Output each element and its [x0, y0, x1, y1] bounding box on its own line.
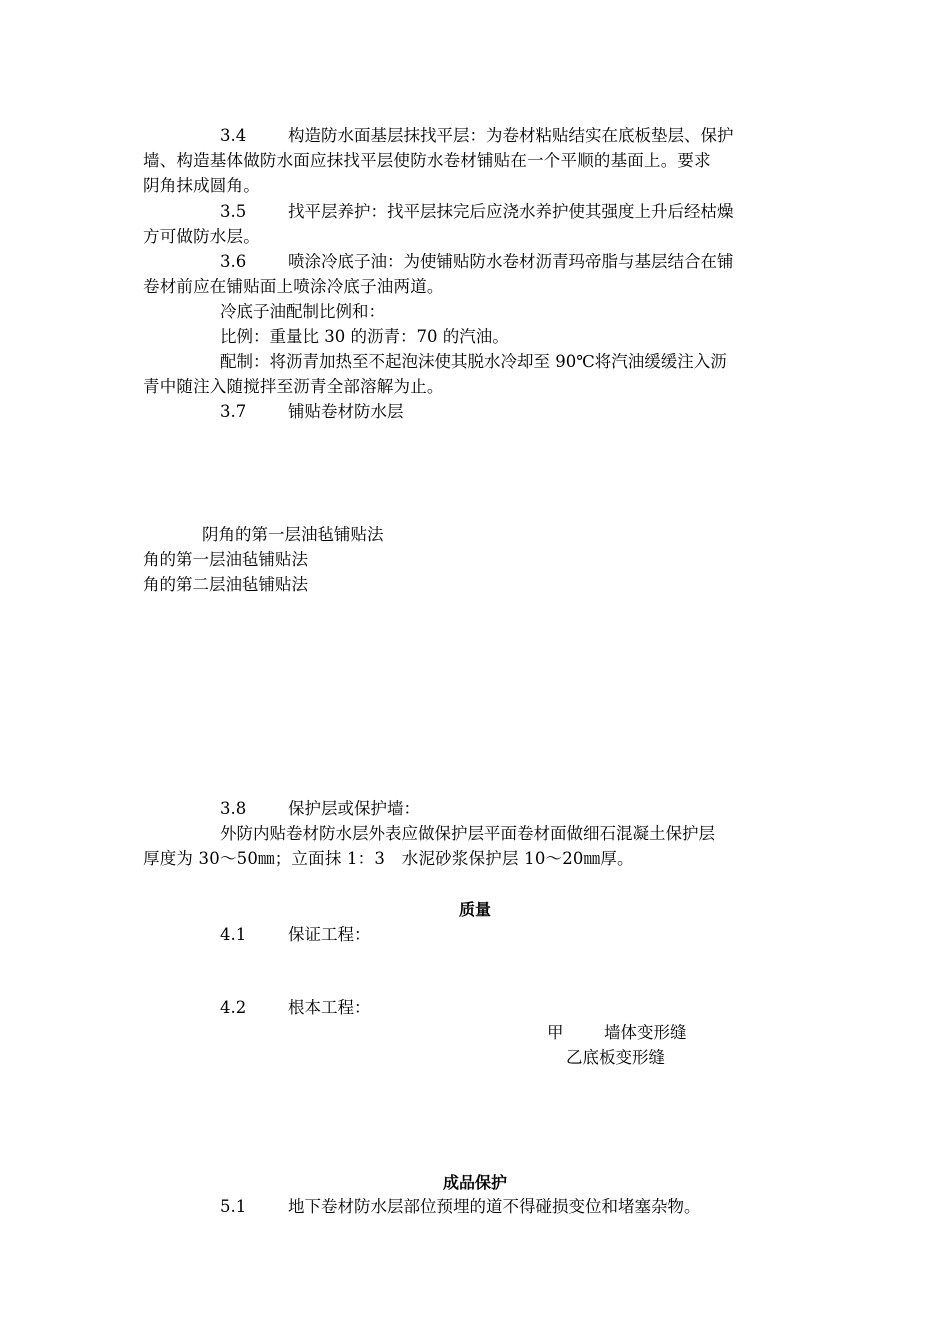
section-3-8-line-1: 外防内贴卷材防水层外表应做保护层平面卷材面做细石混凝土保护层: [220, 824, 715, 843]
label-jia: 甲: [547, 1023, 564, 1042]
figure-caption-2: 角的第一层油毡铺贴法: [143, 550, 308, 569]
section-number: 4.2: [220, 998, 247, 1017]
protection-heading: 成品保护: [442, 1173, 507, 1192]
ratio-line: 比例：重量比 30 的沥青：70 的汽油。: [220, 327, 509, 346]
section-3-4-line-3: 阴角抹成圆角。: [143, 176, 260, 195]
section-4-1: [220, 923, 371, 947]
section-3-8-line-2: 厚度为 30～50㎜；立面抹 1：3 水泥砂浆保护层 10～20㎜厚。: [143, 849, 634, 868]
section-text: 铺贴卷材防水层: [288, 402, 404, 421]
section-number: 3.5: [220, 202, 247, 221]
section-text: 根本工程：: [288, 998, 371, 1017]
section-number: 3.6: [220, 252, 247, 271]
label-wall-joint: 墙体变形缝: [604, 1023, 687, 1042]
section-3-5-line-2: 方可做防水层。: [143, 227, 260, 246]
section-number: 3.4: [220, 126, 247, 145]
figure-caption-1: 阴角的第一层油毡铺贴法: [202, 525, 384, 544]
section-3-8: [220, 797, 420, 821]
section-number: 3.8: [220, 799, 247, 818]
section-number: 5.1: [220, 1197, 247, 1216]
section-text: 保护层或保护墙：: [288, 799, 420, 818]
ratio-intro: 冷底子油配制比例和：: [220, 302, 385, 321]
section-text: 找平层养护：找平层抹完后应浇水养护使其强度上升后经枯燥: [288, 202, 734, 221]
section-3-6-line-2: 卷材前应在铺贴面上喷涂冷底子油两道。: [143, 277, 444, 296]
section-text: 构造防水面基层抹找平层：为卷材粘贴结实在底板垫层、保护: [288, 126, 734, 145]
section-3-4-line-1: [220, 124, 734, 148]
section-3-4-line-2: 墙、构造基体做防水面应抹找平层使防水卷材铺贴在一个平顺的基面上。要求: [143, 151, 711, 170]
section-number: 4.1: [220, 925, 247, 944]
section-text: 喷涂冷底子油：为使铺贴防水卷材沥青玛帝脂与基层结合在铺: [288, 252, 734, 271]
prep-line-1: 配制：将沥青加热至不起泡沫使其脱水冷却至 90℃将汽油缓缓注入沥: [220, 352, 727, 371]
section-3-7: [220, 400, 404, 424]
section-3-6-line-1: [220, 250, 734, 274]
section-text: 保证工程：: [288, 925, 371, 944]
prep-line-2: 青中随注入随搅拌至沥青全部溶解为止。: [143, 377, 444, 396]
section-5-1: [220, 1195, 701, 1219]
section-3-5-line-1: [220, 200, 734, 224]
section-number: 3.7: [220, 402, 247, 421]
section-4-2: [220, 996, 371, 1020]
figure-caption-3: 角的第二层油毡铺贴法: [143, 575, 308, 594]
quality-heading: 质量: [458, 900, 491, 919]
label-floor-joint: 乙底板变形缝: [566, 1048, 665, 1067]
section-text: 地下卷材防水层部位预埋的道不得碰损变位和堵塞杂物。: [288, 1197, 701, 1216]
